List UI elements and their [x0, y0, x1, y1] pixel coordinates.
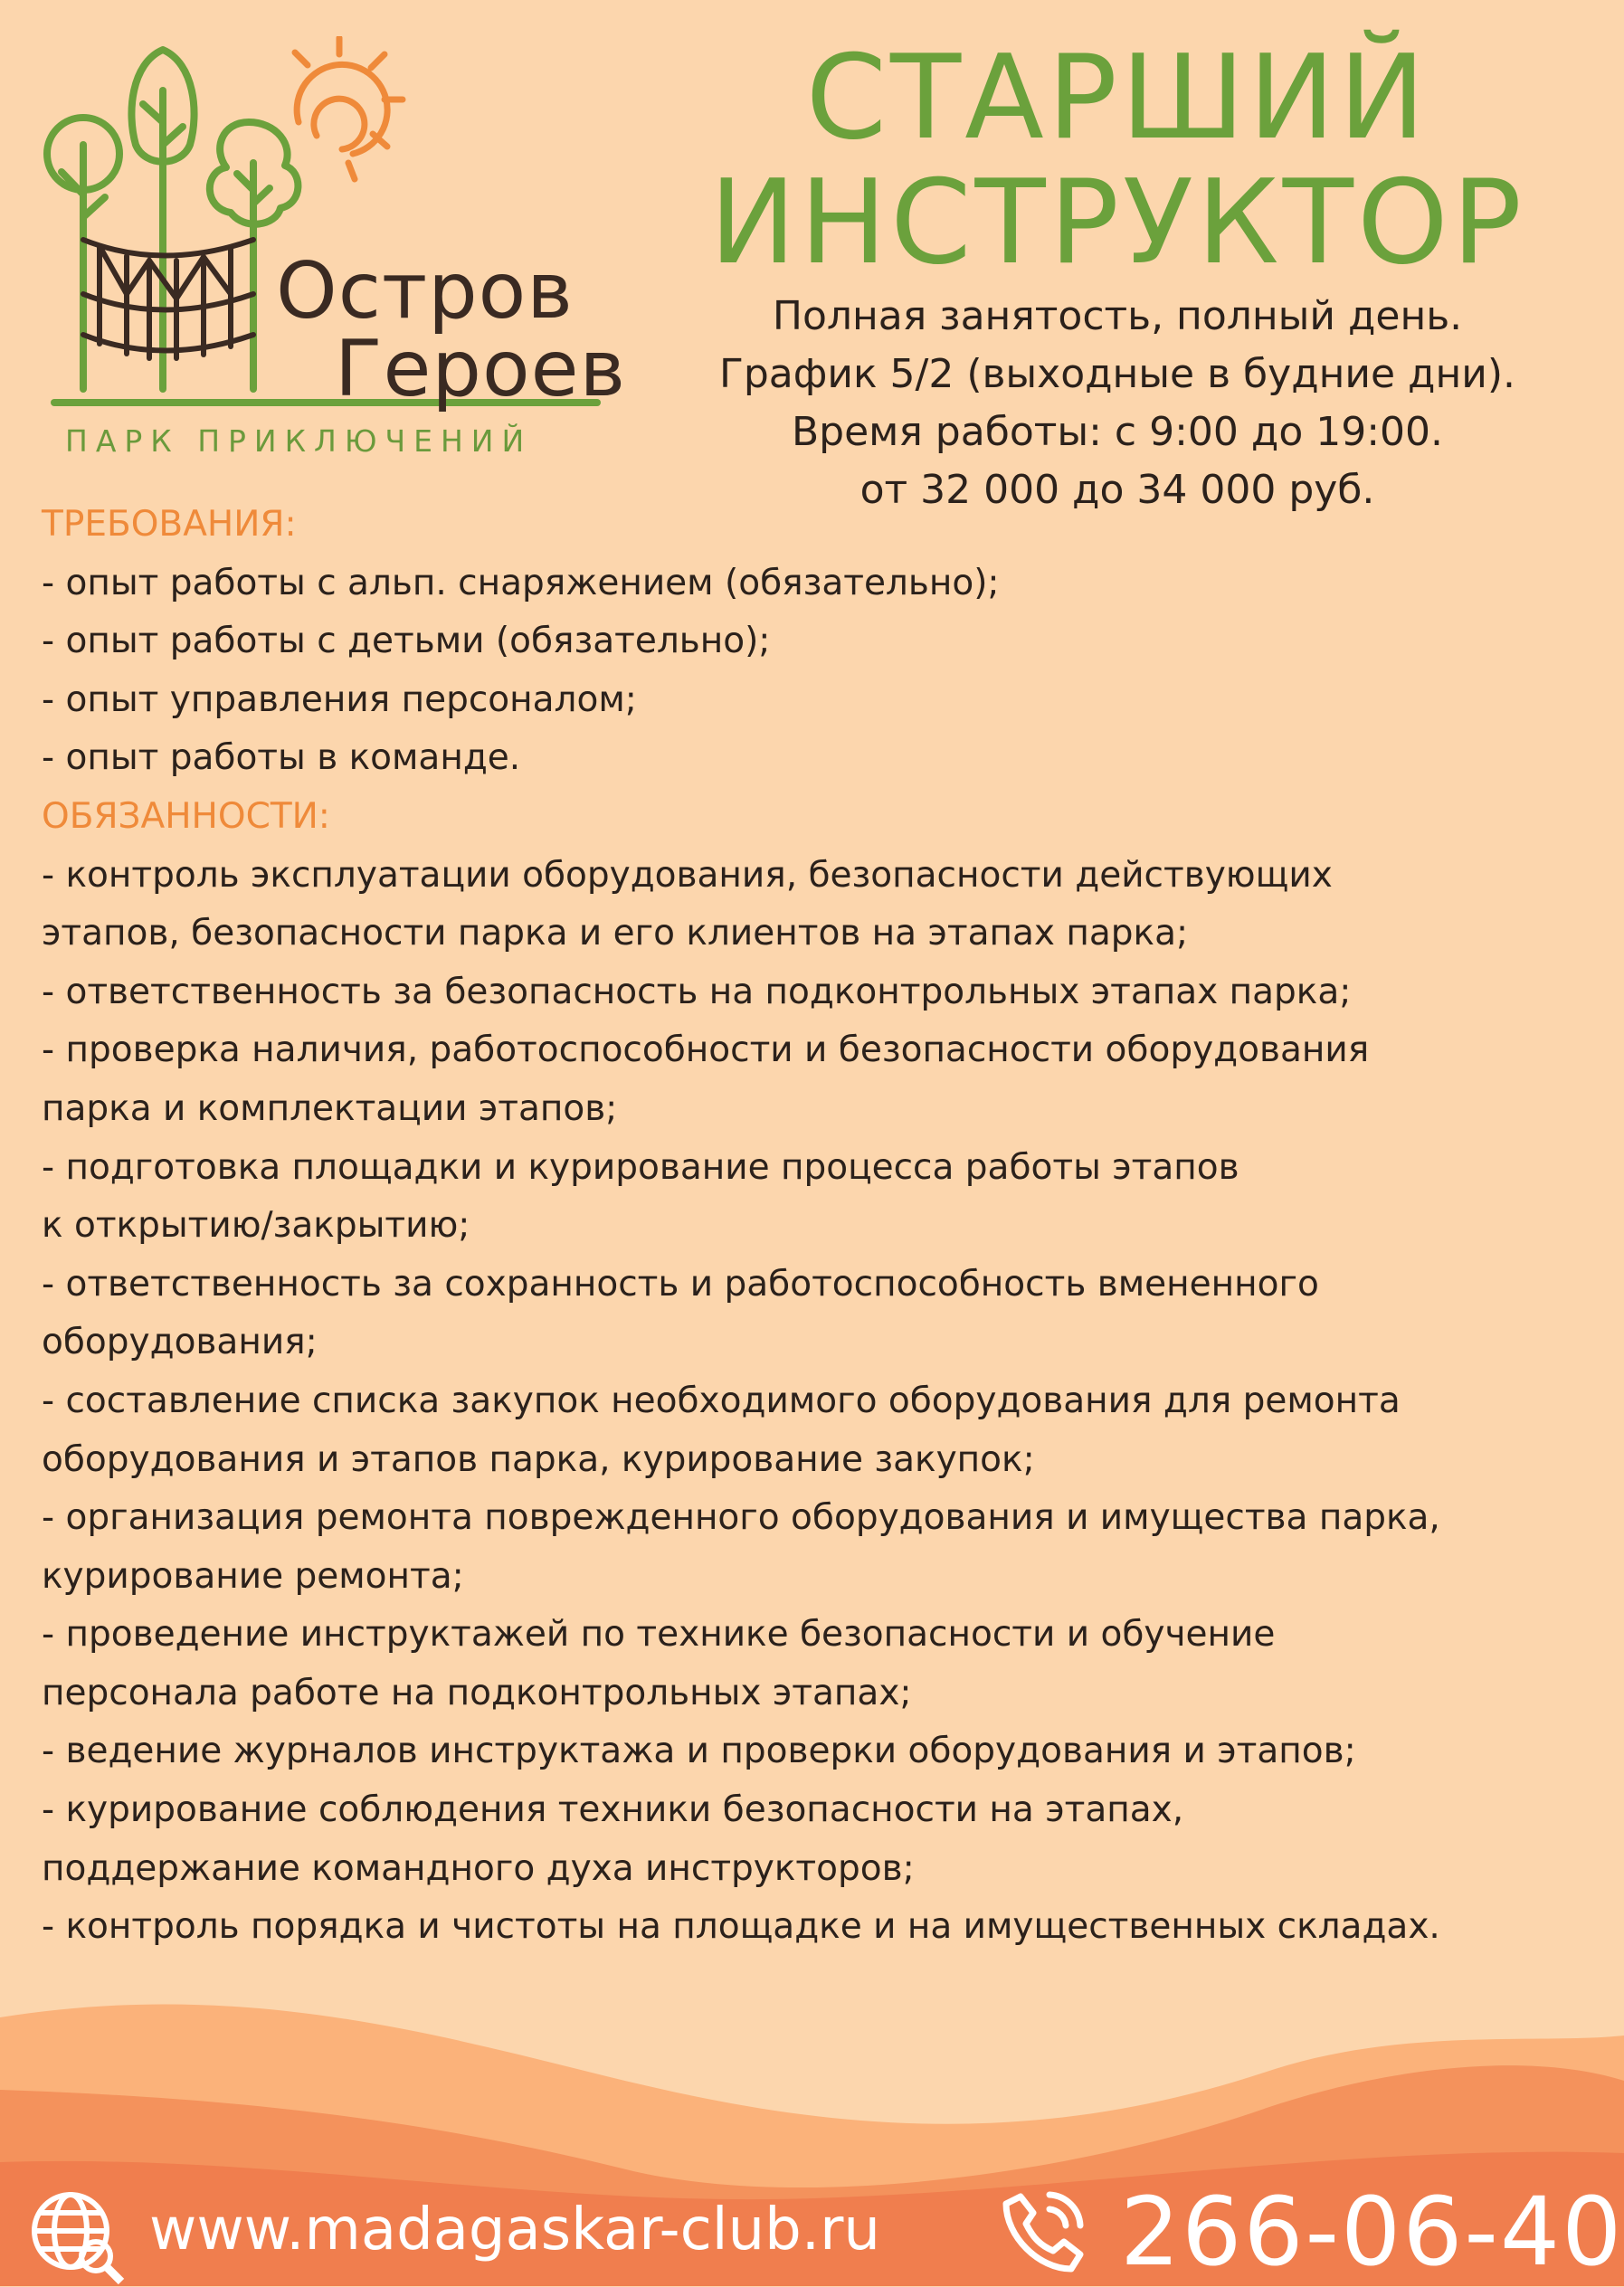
condition-salary: от 32 000 до 34 000 руб. — [859, 467, 1375, 513]
job-title — [651, 31, 1583, 290]
rope-bridge-icon — [83, 240, 253, 358]
requirements-heading: ТРЕБОВАНИЯ: — [42, 504, 297, 545]
globe-search-icon — [27, 2187, 127, 2287]
requirement-item: - опыт управления персоналом; — [42, 679, 637, 720]
park-logo — [27, 36, 627, 470]
sun-icon — [295, 38, 403, 179]
contact-footer — [0, 2153, 1624, 2286]
condition-employment: Полная занятость, полный день. — [772, 293, 1463, 339]
requirement-item: - опыт работы в команде. — [42, 737, 521, 779]
duty-line: парка и комплектации этапов; — [42, 1087, 618, 1129]
duties-heading: ОБЯЗАННОСТИ: — [42, 795, 330, 837]
duty-line: персонала работе на подконтрольных этапах; — [42, 1672, 912, 1713]
requirement-item: - опыт работы с альп. снаряжением (обязательно); — [42, 562, 1000, 603]
duty-line: курирование ремонта; — [42, 1555, 464, 1597]
duty-line: - организация ремонта поврежденного оборудования и имущества парка, — [42, 1497, 1440, 1539]
job-title-line-2: ИНСТРУКТОР — [709, 156, 1525, 290]
condition-schedule: График 5/2 (выходные в будние дни). — [719, 351, 1515, 397]
duty-line: - проведение инструктажей по технике безопасности и обучение — [42, 1614, 1276, 1656]
duty-line: - составление списка закупок необходимого оборудования для ремонта — [42, 1380, 1401, 1421]
phone-number[interactable]: 266-06-40 — [1120, 2177, 1624, 2287]
duty-line: поддержание командного духа инструкторов; — [42, 1847, 915, 1889]
logo-word-ostrov: Остров — [276, 246, 574, 337]
duty-line: - ответственность за безопасность на подконтрольных этапах парка; — [42, 971, 1352, 1012]
vacancy-details — [42, 496, 1598, 1957]
duty-line: оборудования и этапов парка, курирование закупок; — [42, 1438, 1035, 1480]
duty-line: к открытию/закрытию; — [42, 1205, 470, 1247]
duty-line: - проверка наличия, работоспособности и безопасности оборудования — [42, 1030, 1370, 1071]
duty-line: - курирование соблюдения техники безопасности на этапах, — [42, 1789, 1184, 1831]
logo-subtitle: ПАРК ПРИКЛЮЧЕНИЙ — [65, 423, 533, 459]
website-link[interactable]: www.madagaskar-club.ru — [149, 2197, 880, 2263]
duty-line: - ведение журналов инструктажа и проверки оборудования и этапов; — [42, 1731, 1356, 1772]
job-title-line-1: СТАРШИЙ — [805, 31, 1429, 166]
duty-line: этапов, безопасности парка и его клиентов на этапах парка; — [42, 913, 1189, 954]
duty-line: оборудования; — [42, 1322, 318, 1363]
job-conditions — [633, 288, 1601, 519]
logo-word-geroev: Героев — [335, 324, 627, 414]
duty-line: - контроль эксплуатации оборудования, безопасности действующих — [42, 854, 1333, 896]
requirement-item: - опыт работы с детьми (обязательно); — [42, 621, 771, 662]
condition-hours: Время работы: с 9:00 до 19:00. — [791, 409, 1444, 455]
phone-icon — [993, 2178, 1097, 2282]
duty-line: - контроль порядка и чистоты на площадке и на имущественных складах. — [42, 1906, 1440, 1948]
duty-line: - подготовка площадки и курирование процесса работы этапов — [42, 1146, 1239, 1188]
duty-line: - ответственность за сохранность и работоспособность вмененного — [42, 1263, 1319, 1305]
